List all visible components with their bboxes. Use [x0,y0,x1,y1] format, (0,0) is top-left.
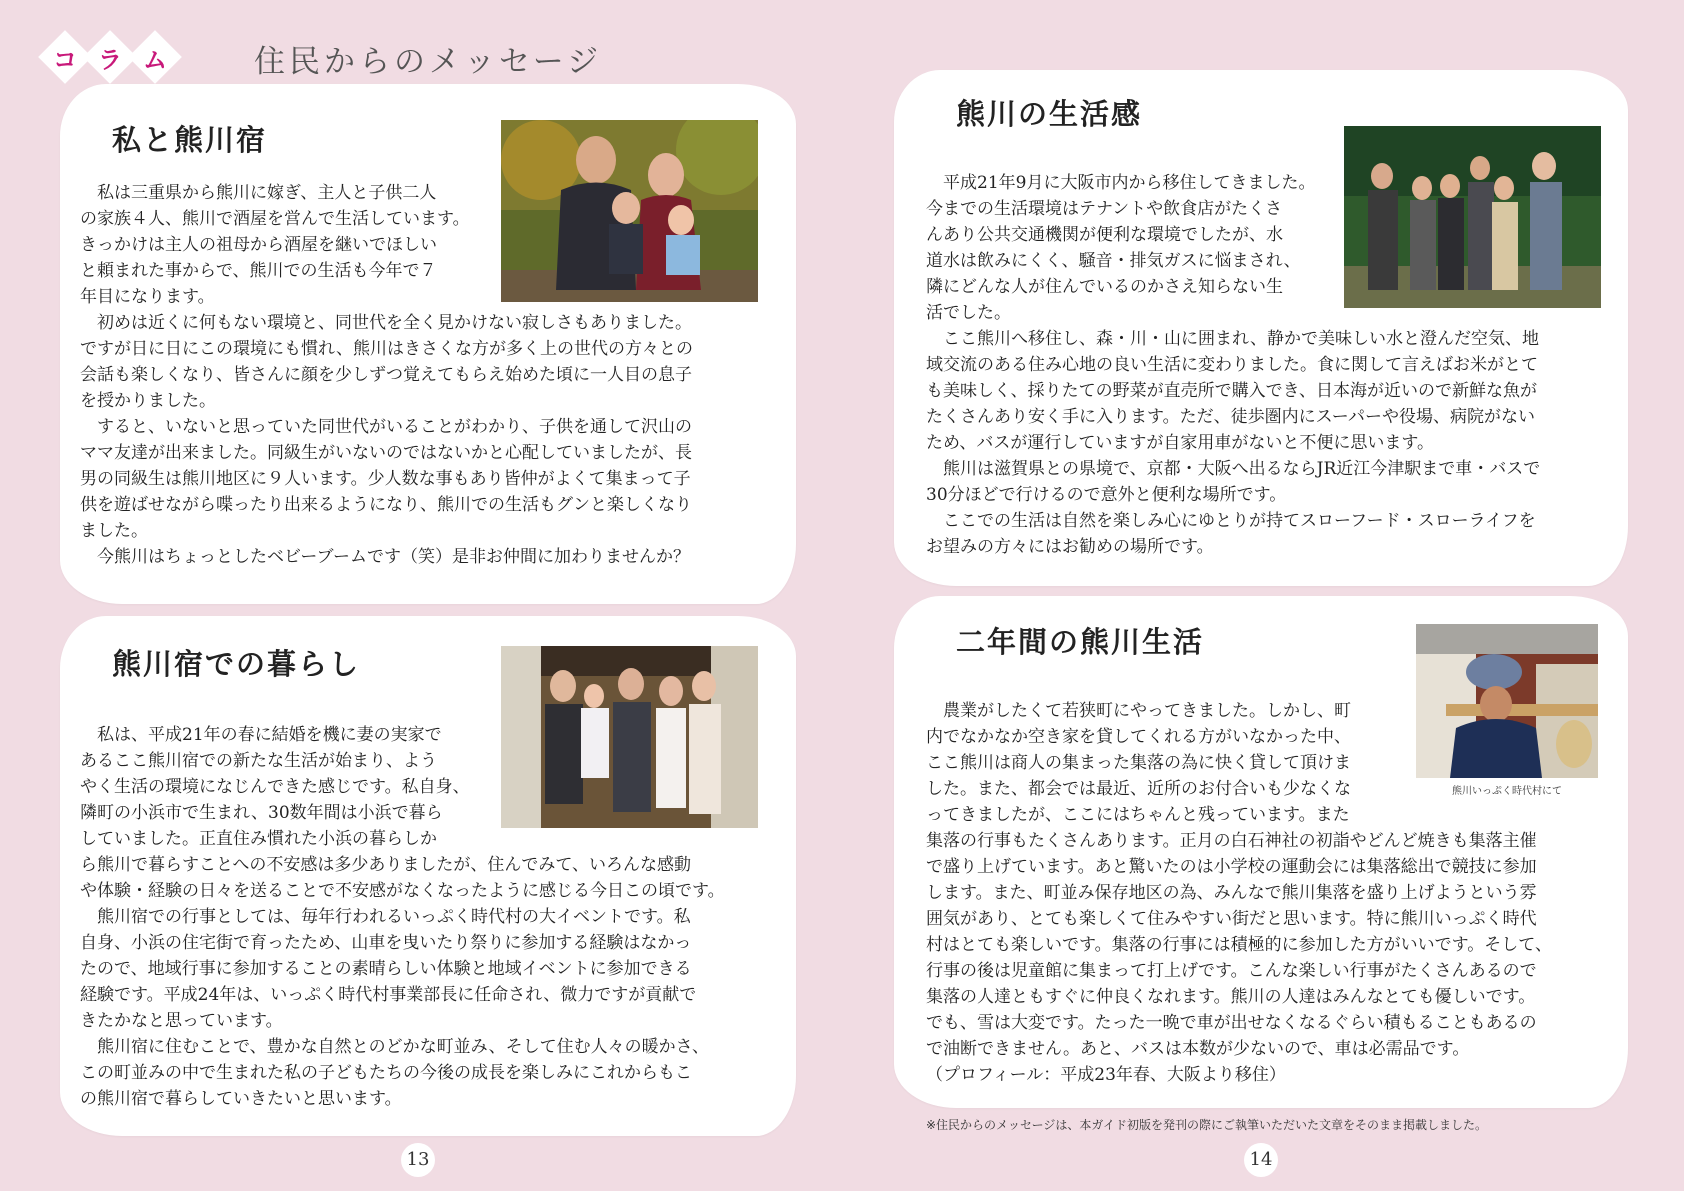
badge-char: ム [143,46,167,74]
article-card [60,84,796,604]
article-body: 農業がしたくて若狭町にやってきました。しかし、町 内でなかなか空き家を貸してくれる方がいなかった中、 ここ熊川は商人の集まった集落の為に快く貸して頂けま した。また、都会では最近、近所のお付合いも少なくな ってきましたが、ここにはちゃんと残っています。また 集落の行事もたくさんあります。正月の白石神社の初詣やどんど焼きも集落主催 で盛り上げています。あと驚いたのは小学校の運動会には集落総出で競技に参加 します。また、町並み保存地区の為、みんなで熊川集落を盛り上げようという雰 囲気があり、とても楽しくて住みやすい街だと思います。特に熊川いっぷく時代 村はとても楽しいです。集落の行事には積極的に参加した方がいいです。そして、 行事の後は児童館に集まって打上げです。こんな楽しい行事がたくさんあるので 集落の人達ともすぐに仲良くなれます。熊川の人達はみんなとても優しいです。 でも、雪は大変です。たった一晩で車が出せなくなるぐらい積もることもあるの で油断できません。あと、バスは本数が少ないので、車は必需品です。 （プロフィール：平成23年春、大阪より移住） [926,701,1552,1085]
article-card [894,596,1628,1108]
article-body: 平成21年9月に大阪市内から移住してきました。 今までの生活環境はテナントや飲食店がたくさ んあり公共交通機関が便利な環境でしたが、水 道水は飲みにくく、騒音・排気ガスに悩まされ、 隣にどんな人が住んでいるのかさえ知らない生 活でした。 ここ熊川へ移住し、森・川・山に囲まれ、静かで美味しい水と澄んだ空気、地 域交流のある住み心地の良い生活に変わりました。食に関して言えばお米がとて も美味しく、採りたての野菜が直売所で購入でき、日本海が近いので新鮮な魚が たくさんあり安く手に入ります。ただ、徒歩圏内にスーパーや役場、病院がない ため、バスが運行していますが自家用車がないと不便に思います。 熊川は滋賀県との県境で、京都・大阪へ出るならJR近江今津駅まで車・バスで 30分ほどで行けるので意外と便利な場所です。 ここでの生活は自然を楽しみ心にゆとりが持てスローフード・スローライフを お望みの方々にはお勧めの場所です。 [926,173,1541,557]
article-card [894,70,1628,586]
article-title: 熊川の生活感 [956,97,1143,131]
footnote: ※住民からのメッセージは、本ガイド初版を発刊の際にご執筆いただいた文章をそのまま掲載しました。 [926,1118,1487,1132]
page-number-left: 13 [401,1143,435,1177]
article-title: 私と熊川宿 [112,123,268,157]
article-card [60,616,796,1136]
article-body: 私は、平成21年の春に結婚を機に妻の実家で あるここ熊川宿での新たな生活が始まり、よう やく生活の環境になじんできた感じです。私自身、 隣町の小浜市で生まれ、30数年間は小浜で暮ら していました。正直住み慣れた小浜の暮らしか ら熊川で暮らすことへの不安感は多少ありましたが、住んでみて、いろんな感動 や体験・経験の日々を送ることで不安感がなくなったように感じる今日この頃です。 熊川宿での行事としては、毎年行われるいっぷく時代村の大イベントです。私 自身、小浜の住宅街で育ったため、山車を曳いたり祭りに参加する経験はなかっ たので、地域行事に参加することの素晴らしい体験と地域イベントに参加できる 経験です。平成24年は、いっぷく時代村事業部長に任命され、微力ですが貢献で きたかなと思っています。 熊川宿に住むことで、豊かな自然とのどかな町並み、そして住む人々の暖かさ、 この町並みの中で生まれた私の子どもたちの今後の成長を楽しみにこれからもこ の熊川宿で暮らしていきたいと思います。 [80,725,725,1109]
article-title: 二年間の熊川生活 [956,625,1205,659]
badge-char: ラ [98,46,122,74]
page-number-right: 14 [1244,1143,1278,1177]
article-title: 熊川宿での暮らし [112,647,361,681]
section-title: 住民からのメッセージ [254,44,603,80]
badge-char: コ [53,46,77,74]
article-body: 私は三重県から熊川に嫁ぎ、主人と子供二人 の家族４人、熊川で酒屋を営んで生活しています。 きっかけは主人の祖母から酒屋を継いでほしい と頼まれた事からで、熊川での生活も今年で７ 年目になります。 初めは近くに何もない環境と、同世代を全く見かけない寂しさもありました。 ですが日に日にこの環境にも慣れ、熊川はきさくな方が多く上の世代の方々との 会話も楽しくなり、皆さんに顔を少しずつ覚えてもらえ始めた頃に一人目の息子 を授かりました。 すると、いないと思っていた同世代がいることがわかり、子供を通して沢山の ママ友達が出来ました。同級生がいないのではないかと心配していましたが、長 男の同級生は熊川地区に９人います。少人数な事もあり皆仲がよくて集まって子 供を遊ばせながら喋ったり出来るようになり、熊川での生活もグンと楽しくなり ました。 今熊川はちょっとしたベビーブームです（笑）是非お仲間に加わりませんか？ [80,183,694,567]
photo-caption: 熊川いっぷく時代村にて [1452,786,1562,797]
